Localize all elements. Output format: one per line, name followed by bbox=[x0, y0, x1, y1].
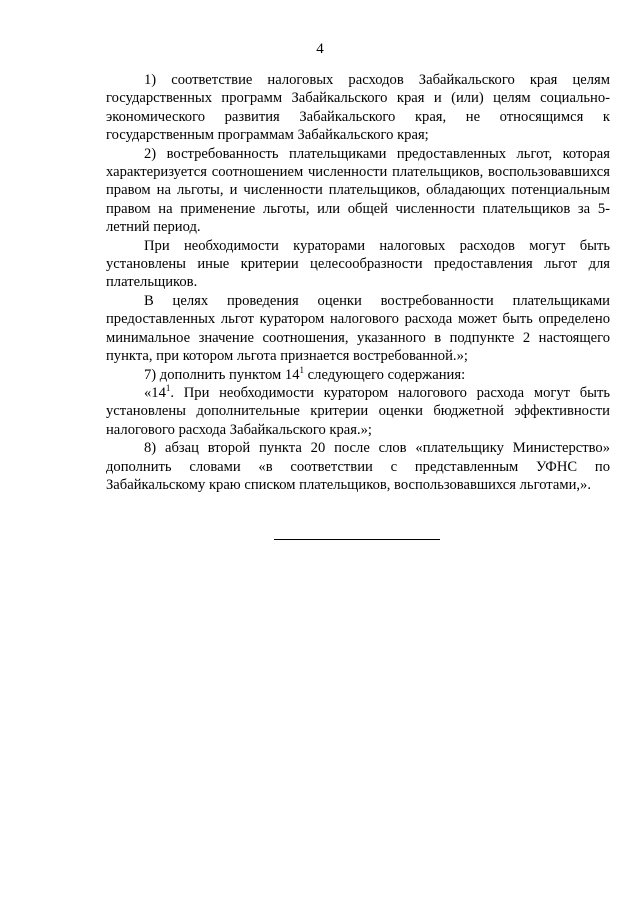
paragraph-amendment-7 bbox=[106, 366, 610, 384]
paragraph-demand-assessment: В целях проведения оценки востребованности плательщиками предоставленных льгот куратором налогового расхода может быть определено минимальное значение соотношения, указанного в подпункте 2 настоящего пункта, при котором льгота признается востребованной.»; bbox=[106, 292, 610, 365]
paragraph-amendment-8: 8) абзац второй пункта 20 после слов «плательщику Министерство» дополнить словами «в соответствии с представленным УФНС по Забайкальскому краю списком плательщиков, воспользовавшихся льготами,». bbox=[106, 440, 610, 493]
document-body bbox=[106, 71, 610, 494]
point-14-1-number: «14 bbox=[144, 384, 166, 401]
amendment-7-text-end: следующего содержания: bbox=[304, 366, 466, 383]
point-14-1-text: . При необходимости куратором налогового расхода могут быть установлены дополнительные критерии оценки бюджетной эффективности налогового расхода Забайкальского края.»; bbox=[106, 384, 610, 438]
paragraph-point-14-1 bbox=[106, 384, 610, 439]
page-number: 4 bbox=[316, 41, 324, 57]
end-divider-line bbox=[274, 539, 440, 540]
amendment-7-superscript: 1 bbox=[299, 364, 305, 375]
paragraph-criterion-1: 1) соответствие налоговых расходов Забайкальского края целям государственных программ Забайкальского края и (или) целям социально-экономического развития Забайкальского края, не относящимся к государственным программам Забайкальского края; bbox=[106, 72, 610, 144]
paragraph-criterion-2: 2) востребованность плательщиками предоставленных льгот, которая характеризуется соотношением численности плательщиков, воспользовавшихся правом на льготы, и численности плательщиков, обладающих потенциальным правом на применение льготы, или общей численности плательщиков за 5-летний период. bbox=[106, 145, 610, 236]
point-14-1-superscript: 1 bbox=[165, 383, 171, 394]
amendment-7-text: 7) дополнить пунктом 14 bbox=[144, 366, 300, 383]
paragraph-other-criteria: При необходимости кураторами налоговых расходов могут быть установлены иные критерии целесообразности предоставления льгот для плательщиков. bbox=[106, 237, 610, 291]
